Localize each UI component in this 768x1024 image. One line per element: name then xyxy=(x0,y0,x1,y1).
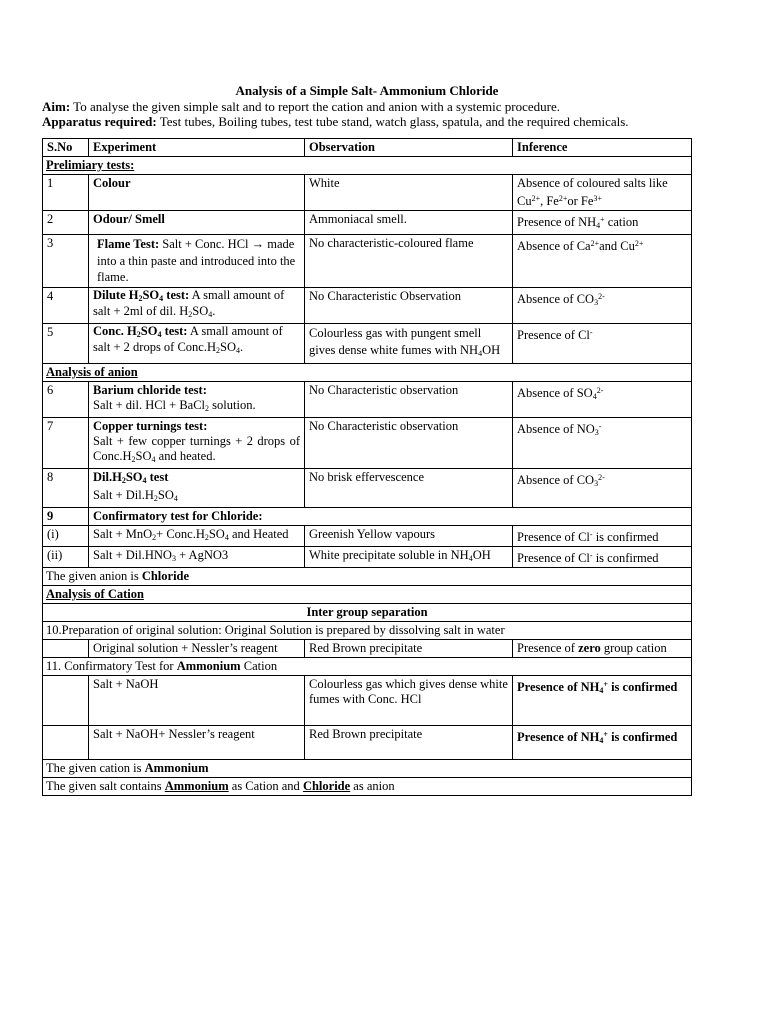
section-row-cation xyxy=(43,585,692,603)
experiment-title: Conc. H xyxy=(93,323,137,338)
observation-cell: No Characteristic Observation xyxy=(305,287,513,323)
experiment-cell: Salt + $MnO_2+ Conc.H_2SO_4$ and Heated xyxy=(89,525,305,546)
table-row xyxy=(43,546,692,567)
observation-cell: White xyxy=(305,175,513,211)
observation-cell: Ammoniacal smell. xyxy=(305,211,513,235)
sno-cell: (ii) xyxy=(43,546,89,567)
inference-text: Absence of Ca xyxy=(517,239,591,253)
experiment-cell: $Dil.H_2SO_4$ test Salt + $Dil.H_2SO_4$ xyxy=(89,468,305,507)
result-text: The given anion is xyxy=(46,568,142,583)
result-value: Ammonium xyxy=(144,760,209,775)
inference-text: Presence of NH xyxy=(517,215,597,229)
sno-cell: 3 xyxy=(43,235,89,288)
sno-cell: 4 xyxy=(43,287,89,323)
header-experiment: Experiment xyxy=(89,139,305,157)
result-value: Chloride xyxy=(141,568,190,583)
result-anion: Chloride xyxy=(302,778,351,793)
experiment-cell: Copper turnings test: Salt + few copper turnings + 2 drops of $Conc.H_2SO_4$ and heated. xyxy=(89,417,305,468)
experiment-cell: Barium chloride test: Salt + dil. HCl + BaCl$_2$ solution. xyxy=(89,381,305,417)
sno-cell: 1 xyxy=(43,175,89,211)
inference-emphasis: zero xyxy=(578,640,601,655)
inference-cell: Absence of $CO_3^{2-}$ xyxy=(513,468,692,507)
apparatus-label: Apparatus required: xyxy=(42,114,157,129)
section-row-preliminary xyxy=(43,157,692,175)
result-text: The given salt contains xyxy=(46,778,165,793)
inference-cell: Presence of $NH_4^+$ cation xyxy=(513,211,692,235)
sno-cell xyxy=(43,725,89,759)
section-row-anion xyxy=(43,363,692,381)
inference-text: Presence of Cl xyxy=(517,529,590,544)
table-row xyxy=(43,507,692,525)
experiment-cell: Salt + NaOH+ Nessler’s reagent xyxy=(89,725,305,759)
header-inference: Inference xyxy=(513,139,692,157)
experiment-cell: Conc. $H_2SO_4$ test: A small amount of salt + 2 drops of $Conc.H_2SO_4$. xyxy=(89,323,305,363)
experiment-text: Salt + dil. HCl + BaCl xyxy=(93,397,206,412)
inference-cell xyxy=(513,639,692,657)
inference-text: Absence of CO xyxy=(517,291,595,306)
experiment-cell: Odour/ Smell xyxy=(89,211,305,235)
apparatus-text: Test tubes, Boiling tubes, test tube stand, watch glass, spatula, and the required chemicals. xyxy=(156,114,629,129)
inference-text: Absence of NO xyxy=(517,421,595,436)
result-cation: Ammonium xyxy=(164,778,229,793)
table-row xyxy=(43,657,692,675)
sno-cell: 5 xyxy=(43,323,89,363)
table-row xyxy=(43,725,692,759)
sno-cell: 2 xyxy=(43,211,89,235)
observation-cell: Red Brown precipitate xyxy=(305,725,513,759)
inference-text: Presence of NH xyxy=(517,729,600,744)
observation-cell: Greenish Yellow vapours xyxy=(305,525,513,546)
step-text: 11. Confirmatory Test for xyxy=(46,658,177,673)
observation-text: Colourless gas with pungent smell gives dense white fumes with NH xyxy=(309,325,482,357)
sno-cell: 9 xyxy=(43,507,89,525)
inference-cell: Presence of Cl- xyxy=(513,323,692,363)
sno-cell: 7 xyxy=(43,417,89,468)
inference-cell: Absence of $SO_4^{2-}$ xyxy=(513,381,692,417)
experiment-cell: Salt + NaOH xyxy=(89,675,305,725)
inference-cell: Absence of $Ca^{2+}and$ $Cu^{2+}$ xyxy=(513,235,692,288)
section-preliminary: Prelimiary tests: xyxy=(46,158,135,172)
inference-text: Absence of CO xyxy=(517,472,595,487)
experiment-text: Salt + Dil.HNO xyxy=(93,547,172,562)
observation-cell: Colourless gas which gives dense white fumes with Conc. HCl xyxy=(305,675,513,725)
apparatus-line xyxy=(42,114,692,129)
observation-cell: Red Brown precipitate xyxy=(305,639,513,657)
header-observation: Observation xyxy=(305,139,513,157)
experiment-cell: Original solution + Nessler’s reagent xyxy=(89,639,305,657)
inference-cell: Presence of $NH_4^+$ is confirmed xyxy=(513,725,692,759)
table-row xyxy=(43,417,692,468)
experiment-title: Barium chloride test: xyxy=(93,382,207,397)
inference-text: group cation xyxy=(600,640,667,655)
table-row xyxy=(43,468,692,507)
aim-line xyxy=(42,99,692,114)
aim-text: To analyse the given simple salt and to report the cation and anion with a systemic procedure. xyxy=(70,99,560,114)
aim-label: Aim: xyxy=(42,99,71,114)
section-anion: Analysis of anion xyxy=(46,364,138,379)
table-row xyxy=(43,323,692,363)
sno-cell: (i) xyxy=(43,525,89,546)
table-row xyxy=(43,675,692,725)
table-row xyxy=(43,525,692,546)
observation-cell: Colourless gas with pungent smell gives dense white fumes with $NH_4OH$ xyxy=(305,323,513,363)
anion-result xyxy=(43,567,692,585)
experiment-text: Salt + few copper turnings + 2 drops of Conc.H xyxy=(93,433,300,463)
result-text: The given cation is xyxy=(46,760,145,775)
experiment-title: Dil.H xyxy=(93,469,122,484)
cation-result-row xyxy=(43,759,692,777)
experiment-text: A small amount of salt + 2ml of dil. H xyxy=(93,287,285,318)
observation-cell: No Characteristic observation xyxy=(305,381,513,417)
experiment-cell: Colour xyxy=(89,175,305,211)
inference-cell: Presence of $NH_4^+$ is confirmed xyxy=(513,675,692,725)
experiment-text: Salt + Dil.H xyxy=(93,487,154,502)
inference-cell: Presence of Cl- is confirmed xyxy=(513,546,692,567)
experiment-text: Salt + MnO xyxy=(93,526,153,541)
final-result-row xyxy=(43,777,692,795)
cation-result xyxy=(43,759,692,777)
inference-text: Absence of SO xyxy=(517,385,593,400)
document xyxy=(42,83,692,796)
inference-text: Presence of xyxy=(517,640,579,655)
table-header-row xyxy=(43,139,692,157)
inference-cell: Absence of coloured salts like $Cu^{2+}$, $Fe^{2+}or$ $Fe^{3+}$ xyxy=(513,175,692,211)
observation-cell: No characteristic-coloured flame xyxy=(305,235,513,288)
sno-cell: 6 xyxy=(43,381,89,417)
sno-cell: 8 xyxy=(43,468,89,507)
inference-text: Presence of Cl xyxy=(517,327,590,342)
experiment-text: A small amount of salt + 2 drops of Conc.H xyxy=(93,323,283,354)
document-title: Analysis of a Simple Salt- Ammonium Chloride xyxy=(235,83,499,98)
section-intergroup: Inter group separation xyxy=(43,603,692,621)
table-row xyxy=(43,211,692,235)
observation-cell: No Characteristic observation xyxy=(305,417,513,468)
inference-text: Absence of coloured salts like Cu xyxy=(517,176,668,208)
experiment-title: Dilute H xyxy=(93,287,139,302)
analysis-table xyxy=(42,138,692,796)
header-sno: S.No xyxy=(43,139,89,157)
experiment-title: Flame Test: xyxy=(97,237,160,251)
final-result xyxy=(43,777,692,795)
inference-cell: Presence of Cl- is confirmed xyxy=(513,525,692,546)
inference-cell: Absence of $NO_3^-$ xyxy=(513,417,692,468)
experiment-title: Copper turnings test: xyxy=(93,418,208,433)
step-11 xyxy=(43,657,692,675)
step-emphasis: Ammonium xyxy=(176,658,241,673)
arrow-right-icon: → xyxy=(251,237,265,251)
experiment-text: Salt + Conc. HCl xyxy=(159,237,252,251)
inference-cell: Absence of $CO_3^{2-}$ xyxy=(513,287,692,323)
result-text: as Cation and xyxy=(228,778,303,793)
table-row xyxy=(43,621,692,639)
table-row xyxy=(43,175,692,211)
anion-result-row xyxy=(43,567,692,585)
section-row-intergroup xyxy=(43,603,692,621)
experiment-cell: Dilute $H_2SO_4$ test: A small amount of salt + 2ml of dil. $H_2SO_4$. xyxy=(89,287,305,323)
sno-cell xyxy=(43,639,89,657)
table-row xyxy=(43,235,692,288)
step-text: Cation xyxy=(240,658,278,673)
table-row xyxy=(43,287,692,323)
experiment-cell: Salt + $Dil.HNO_3$ + AgNO3 xyxy=(89,546,305,567)
table-row xyxy=(43,381,692,417)
step-10: 10.Preparation of original solution: Original Solution is prepared by dissolving salt in water xyxy=(43,621,692,639)
sno-cell xyxy=(43,675,89,725)
experiment-cell: Confirmatory test for Chloride: xyxy=(89,507,692,525)
inference-text: Presence of Cl xyxy=(517,550,590,565)
inference-text: Presence of NH xyxy=(517,679,600,694)
section-cation: Analysis of Cation xyxy=(46,586,144,601)
table-row xyxy=(43,639,692,657)
observation-cell: No brisk effervescence xyxy=(305,468,513,507)
observation-cell: White precipitate soluble in $NH_4OH$ xyxy=(305,546,513,567)
observation-text: White precipitate soluble in NH xyxy=(309,547,469,562)
result-text: as anion xyxy=(350,778,395,793)
experiment-cell xyxy=(89,235,305,288)
experiment-text: made into a thin paste and introduced into the flame. xyxy=(97,237,296,284)
